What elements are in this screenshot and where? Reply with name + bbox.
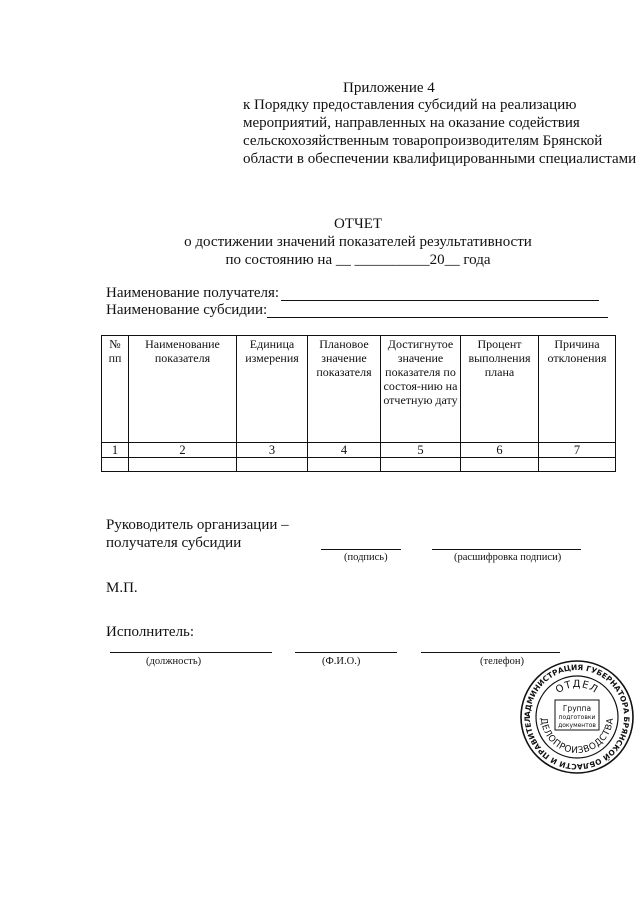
phone-caption: (телефон) [480, 656, 524, 667]
empty-cell [539, 458, 616, 472]
executor-label: Исполнитель: [106, 624, 195, 640]
table-row [102, 458, 616, 472]
number-cell: 5 [381, 443, 461, 458]
header-cell: Плановое значение показателя [308, 336, 381, 443]
table-header-row [102, 336, 616, 443]
recipient-label: Наименование получателя: [106, 285, 280, 301]
sign-caption: (подпись) [344, 552, 388, 563]
number-cell: 7 [539, 443, 616, 458]
recipient-line [281, 300, 599, 301]
empty-cell [237, 458, 308, 472]
report-title: ОТЧЕТ [333, 216, 383, 232]
empty-cell [308, 458, 381, 472]
head-label-line1: Руководитель организации – [106, 517, 289, 533]
stamp-place-label: М.П. [106, 580, 138, 596]
position-caption: (должность) [146, 656, 202, 667]
decode-line [432, 549, 581, 550]
stamp-graphic [518, 658, 636, 776]
fio-line [295, 652, 397, 653]
report-date-line: по состоянию на __ __________20__ года [225, 252, 491, 268]
empty-cell [129, 458, 237, 472]
subsidy-label: Наименование субсидии: [106, 302, 268, 318]
report-table [101, 335, 616, 472]
header-cell: № пп [102, 336, 129, 443]
head-label-line2: получателя субсидии [106, 535, 242, 551]
number-cell: 6 [461, 443, 539, 458]
number-cell: 1 [102, 443, 129, 458]
empty-cell [461, 458, 539, 472]
stamp-dept-bottom: ДЕЛОПРОИЗВОДСТВА [537, 717, 617, 757]
header-cell: Единица измерения [237, 336, 308, 443]
stamp-dept-top: ОТДЕЛ [553, 678, 601, 696]
number-cell: 2 [129, 443, 237, 458]
fio-caption: (Ф.И.О.) [322, 656, 361, 667]
table-number-row [102, 443, 616, 458]
svg-text:ОТДЕЛ [554, 679, 600, 696]
round-stamp [518, 658, 636, 776]
report-subtitle: о достижении значений показателей результативности [184, 234, 532, 250]
header-cell: Процент выполнения плана [461, 336, 539, 443]
position-line [110, 652, 272, 653]
decode-caption: (расшифровка подписи) [454, 552, 562, 563]
stamp-center-line1: Группа [562, 704, 592, 713]
stamp-ring-text: АДМИНИСТРАЦИЯ ГУБЕРНАТОРА БРЯНСКОЙ ОБЛАСТИ И ПРАВИТЕЛ [522, 662, 632, 772]
number-cell: 4 [308, 443, 381, 458]
phone-line [421, 652, 560, 653]
header-cell: Наименование показателя [129, 336, 237, 443]
stamp-center-line3: документов [558, 722, 596, 729]
signature-line [321, 549, 401, 550]
empty-cell [381, 458, 461, 472]
header-cell: Причина отклонения [539, 336, 616, 443]
stamp-center-line2: подготовки [558, 714, 596, 721]
empty-cell [102, 458, 129, 472]
subsidy-line [267, 317, 608, 318]
number-cell: 3 [237, 443, 308, 458]
appendix-title: Приложение 4 [343, 80, 435, 96]
header-cell: Достигнутое значение показателя по состоя-нию на отчетную дату [381, 336, 461, 443]
appendix-text: к Порядку предоставления субсидий на реализацию мероприятий, направленных на оказание содействия сельскохозяйственным товаропроизводителям Брянской области в обеспечении квалифицированными специалистами [243, 97, 637, 167]
